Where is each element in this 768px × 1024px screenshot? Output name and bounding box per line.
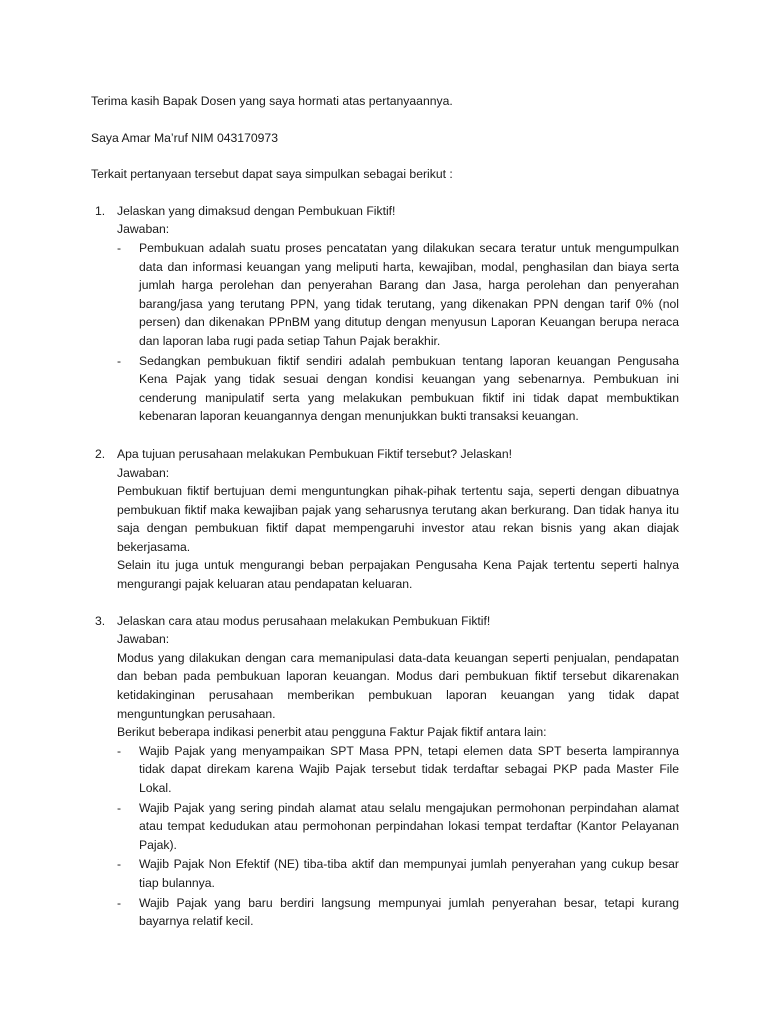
answer-paragraph: Modus yang dilakukan dengan cara memanipulasi data-data keuangan seperti penjualan, pendapatan dan beban pada pembukuan laporan keuangan. Modus dari pembukuan fiktif tersebut dikarenakan ketidakinginan perusahaan memberikan pembukuan laporan keuangan yang tidak dapat menguntungkan perusahaan.	[117, 650, 679, 721]
question-text: Apa tujuan perusahaan melakukan Pembukuan Fiktif tersebut? Jelaskan!	[117, 446, 512, 461]
list-item	[117, 894, 679, 931]
list-item	[117, 742, 679, 798]
question-3	[91, 612, 679, 931]
question-number: 2.	[95, 446, 106, 461]
question-text: Jelaskan cara atau modus perusahaan melakukan Pembukuan Fiktif!	[117, 613, 491, 628]
greeting-line: Terima kasih Bapak Dosen yang saya hormati atas pertanyaannya.	[91, 94, 453, 108]
identity-line: Saya Amar Ma’ruf NIM 043170973	[91, 130, 278, 145]
list-item-text: Wajib Pajak yang sering pindah alamat atau selalu mengajukan permohonan perpindahan alamat atau tempat kedudukan atau permohonan perpindahan lokasi tempat terdaftar (Kantor Pelayanan Pajak).	[139, 800, 679, 852]
bullet-dash: -	[117, 240, 122, 255]
list-item-text: Wajib Pajak Non Efektif (NE) tiba-tiba aktif dan mempunyai jumlah penyerahan yang cukup besar tiap bulannya.	[139, 857, 679, 890]
bullet-list	[117, 742, 679, 931]
question-text: Jelaskan yang dimaksud dengan Pembukuan Fiktif!	[117, 203, 396, 218]
answer-paragraph: Selain itu juga untuk mengurangi beban perpajakan Pengusaha Kena Pajak tertentu seperti halnya mengurangi pajak keluaran atau pendapatan keluaran.	[117, 558, 679, 592]
answer-paragraph: Pembukuan fiktif bertujuan demi menguntungkan pihak-pihak tertentu saja, seperti dengan dibuatnya pembukuan fiktif maka kewajiban pajak yang seharusnya terutang akan berkurang. Dan tidak hanya itu saja dengan pembukuan fiktif dapat mempengaruhi investor atau rekan bisnis yang akan diajak bekerjasama.	[117, 484, 679, 554]
list-item-text: Wajib Pajak yang baru berdiri langsung mempunyai jumlah penyerahan besar, tetapi kurang bayarnya relatif kecil.	[139, 895, 679, 929]
question-number: 3.	[95, 613, 106, 628]
list-item	[117, 855, 679, 892]
list-item	[117, 239, 679, 351]
bullet-dash: -	[117, 743, 122, 758]
question-2	[91, 445, 679, 594]
list-item-text: Wajib Pajak yang menyampaikan SPT Masa PPN, tetapi elemen data SPT beserta lampirannya tidak dapat direkam karena Wajib Pajak tersebut tidak terdaftar sebagai PKP pada Master File Lokal.	[139, 743, 679, 795]
bullet-list	[117, 239, 679, 426]
answer-label: Jawaban:	[117, 632, 170, 647]
document-body	[91, 92, 679, 932]
bullet-dash: -	[117, 353, 122, 368]
conclusion-line: Terkait pertanyaan tersebut dapat saya simpulkan sebagai berikut :	[91, 167, 453, 182]
question-number: 1.	[95, 203, 106, 218]
bullet-dash: -	[117, 857, 122, 872]
list-item	[117, 352, 679, 426]
answer-label: Jawaban:	[117, 222, 170, 237]
answer-label: Jawaban:	[117, 465, 170, 480]
question-1	[91, 202, 679, 426]
list-item-text: Pembukuan adalah suatu proses pencatatan yang dilakukan secara teratur untuk mengumpulkan data dan informasi keuangan yang meliputi harta, kewajiban, modal, penghasilan dan biaya serta jumlah harga perolehan dan penyerahan Barang dan Jasa, harga perolehan dan penyerahan barang/jasa yang terutang PPN, yang tidak terutang, yang dikenakan PPN dengan tarif 0% (nol persen) dan dikenakan PPnBM yang ditutup dengan menyusun Laporan Keuangan berupa neraca dan laporan laba rugi pada setiap Tahun Pajak berakhir.	[139, 240, 679, 348]
bullet-dash: -	[117, 800, 122, 815]
answer-paragraph: Berikut beberapa indikasi penerbit atau pengguna Faktur Pajak fiktif antara lain:	[117, 725, 547, 740]
list-item-text: Sedangkan pembukuan fiktif sendiri adalah pembukuan tentang laporan keuangan Pengusaha Kena Pajak yang tidak sesuai dengan kondisi keuangan yang sebenarnya. Pembukuan ini cenderung manipulatif serta yang melakukan pembukuan fiktif ini tidak dapat membuktikan kebenaran laporan keuangannya dengan menunjukkan bukti transaksi keuangan.	[139, 353, 679, 424]
list-item	[117, 799, 679, 855]
bullet-dash: -	[117, 895, 122, 910]
